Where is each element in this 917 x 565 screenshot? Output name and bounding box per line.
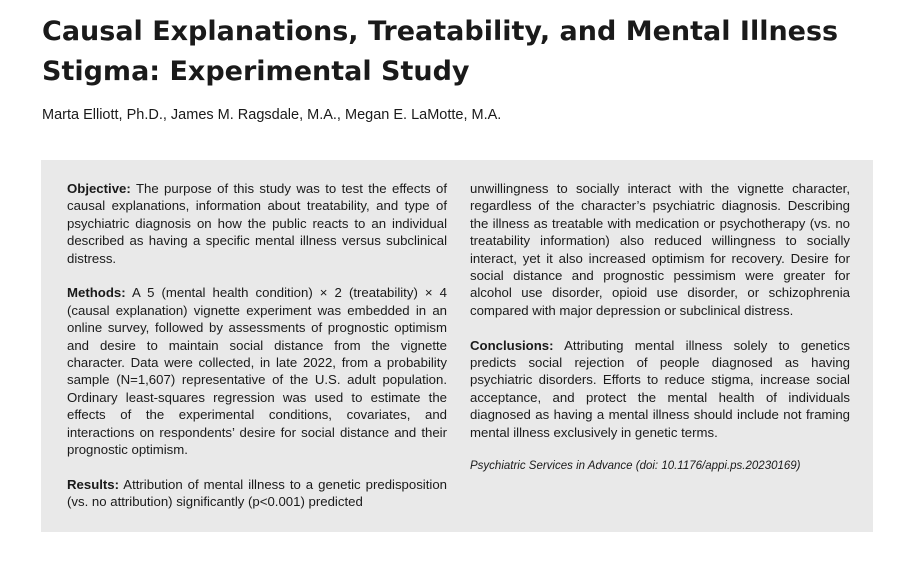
methods-section bbox=[67, 284, 447, 458]
abstract-column-left bbox=[67, 180, 447, 528]
objective-section bbox=[67, 180, 447, 267]
citation: Psychiatric Services in Advance (doi: 10.1176/appi.ps.20230169) bbox=[470, 460, 801, 473]
objective-label: Objective: bbox=[67, 181, 131, 196]
results-text-part1: Attribution of mental illness to a genetic predisposition (vs. no attribution) significantly (p<0.001) predicted bbox=[67, 476, 448, 510]
objective-text: The purpose of this study was to test the effects of causal explanations, information about treatability, and type of psychiatric diagnosis on how the public reacts to an individual described as having a specific mental illness versus subclinical distress. bbox=[67, 181, 447, 266]
abstract-column-right bbox=[470, 180, 850, 493]
conclusions-section bbox=[470, 337, 850, 441]
results-label: Results: bbox=[67, 476, 120, 492]
conclusions-label: Conclusions: bbox=[470, 337, 554, 353]
results-section bbox=[67, 476, 447, 511]
methods-text: A 5 (mental health condition) × 2 (treatability) × 4 (causal explanation) vignette experiment was embedded in an online survey, followed by assessments of prognostic optimism and desire to maintain social distance from the vignette character. Data were collected, in late 2022, from a probability sample (N=1,607) representative of the U.S. adult population. Ordinary least-squares regression was used to estimate the effects of the experimental conditions, covariates, and interactions on respondents’ desire for social distance and their prognostic optimism. bbox=[67, 285, 448, 458]
article-title: Causal Explanations, Treatability, and Mental Illness Stigma: Experimental Study bbox=[42, 16, 839, 87]
abstract-box bbox=[41, 160, 873, 532]
results-continued bbox=[470, 180, 850, 319]
methods-label: Methods: bbox=[67, 285, 126, 301]
conclusions-text: Attributing mental illness solely to genetics predicts social rejection of people diagnosed as having psychiatric disorders. Efforts to reduce stigma, increase social acceptance, and protect the mental health of individuals diagnosed as having a mental illness should include not framing mental illness exclusively in genetic terms. bbox=[470, 337, 851, 440]
results-text-part2: unwillingness to socially interact with the vignette character, regardless of the character’s psychiatric diagnosis. Describing the illness as treatable with medication or psychotherapy (vs. no treatability information) also reduced willingness to socially interact, yet it also increased optimism for recovery. Desire for social distance and prognostic pessimism were greater for alcohol use disorder, opioid use disorder, or schizophrenia compared with major depression or subclinical distress. bbox=[470, 181, 850, 318]
author-list: Marta Elliott, Ph.D., James M. Ragsdale, M.A., Megan E. LaMotte, M.A. bbox=[42, 107, 502, 123]
